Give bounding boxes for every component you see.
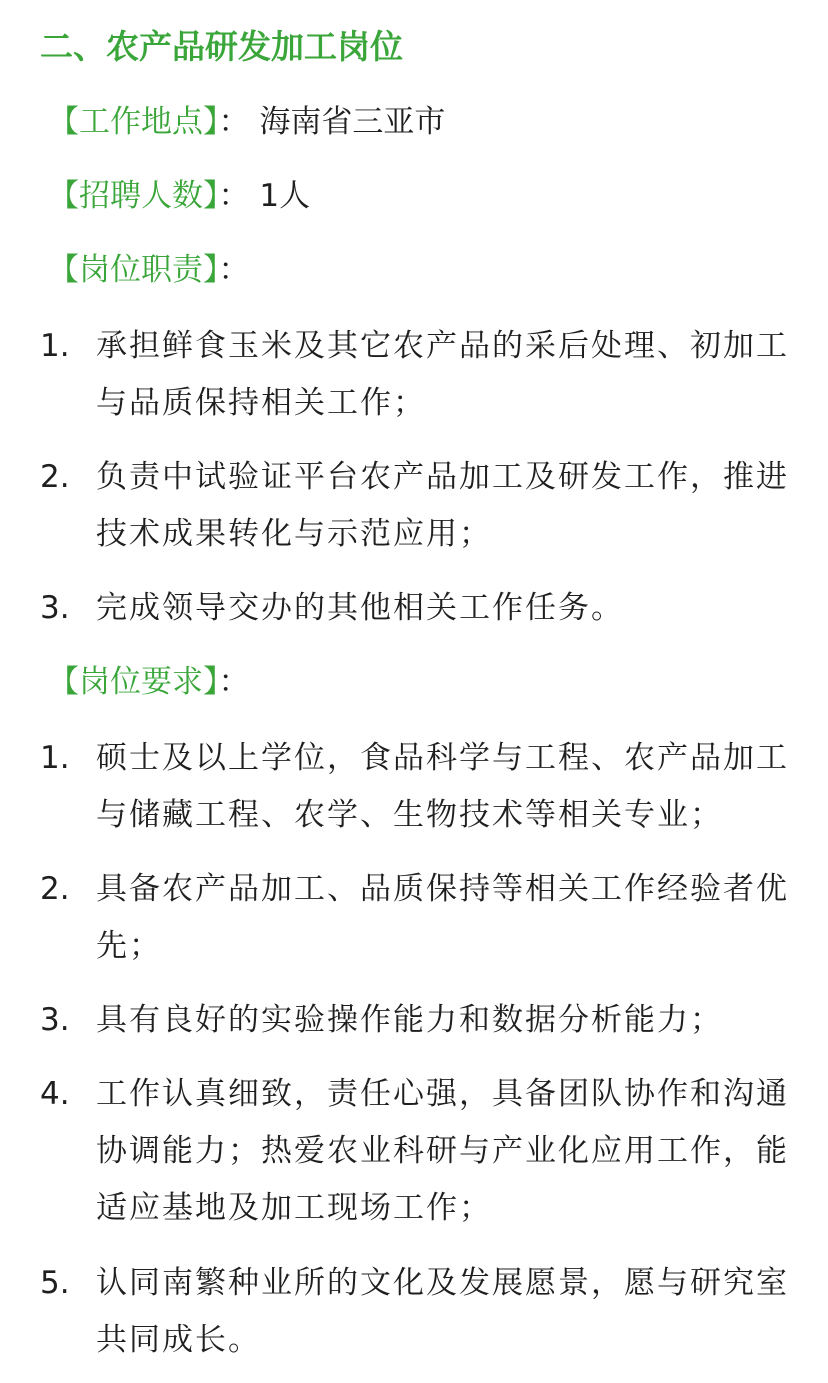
headcount-row: [48, 174, 310, 218]
headcount-label: 【招聘人数】: [48, 178, 219, 214]
duty-item-number: 1.: [40, 328, 70, 364]
requirement-item-text: 具有良好的实验操作能力和数据分析能力；: [96, 1002, 723, 1038]
duty-item-text: 承担鲜食玉米及其它农产品的采后处理、初加工与品质保持相关工作；: [96, 328, 789, 421]
duty-item-number: 2.: [40, 459, 70, 495]
duties-separator: ：: [218, 252, 250, 288]
duty-item-text: 负责中试验证平台农产品加工及研发工作，推进技术成果转化与示范应用；: [96, 459, 789, 552]
duties-label: 【岗位职责】: [48, 252, 219, 288]
requirements-label: 【岗位要求】: [48, 664, 219, 700]
section-title: 二、农产品研发加工岗位: [40, 27, 403, 66]
requirement-item-number: 5.: [40, 1265, 70, 1301]
work-location-value: 海南省三亚市: [259, 104, 446, 140]
duty-item: [40, 580, 800, 637]
requirement-item: [40, 992, 800, 1049]
requirements-separator: ：: [218, 664, 250, 700]
requirement-item-number: 3.: [40, 1002, 70, 1038]
duty-item: [40, 318, 800, 432]
requirement-item: [40, 1255, 800, 1369]
requirement-item-number: 2.: [40, 871, 70, 907]
requirement-item-number: 4.: [40, 1076, 70, 1112]
requirement-item-text: 具备农产品加工、品质保持等相关工作经验者优先；: [96, 871, 789, 964]
work-location-row: [48, 100, 445, 144]
requirement-item: [40, 861, 800, 975]
requirement-item-number: 1.: [40, 740, 70, 776]
duty-item: [40, 449, 800, 563]
headcount-value: 1人: [259, 178, 311, 214]
requirement-item-text: 工作认真细致，责任心强，具备团队协作和沟通协调能力；热爱农业科研与产业化应用工作，能适应基地及加工现场工作；: [96, 1076, 789, 1226]
work-location-label: 【工作地点】: [48, 104, 219, 140]
requirements-heading: [48, 660, 250, 704]
requirement-item-text: 硕士及以上学位，食品科学与工程、农产品加工与储藏工程、农学、生物技术等相关专业；: [96, 740, 789, 833]
headcount-separator: ：: [218, 178, 250, 214]
requirement-item: [40, 730, 800, 844]
duty-item-number: 3.: [40, 590, 70, 626]
requirement-item: [40, 1066, 800, 1237]
duties-heading: [48, 248, 250, 292]
duty-item-text: 完成领导交办的其他相关工作任务。: [96, 590, 624, 626]
requirement-item-text: 认同南繁种业所的文化及发展愿景，愿与研究室共同成长。: [96, 1265, 789, 1358]
work-location-separator: ：: [218, 104, 250, 140]
